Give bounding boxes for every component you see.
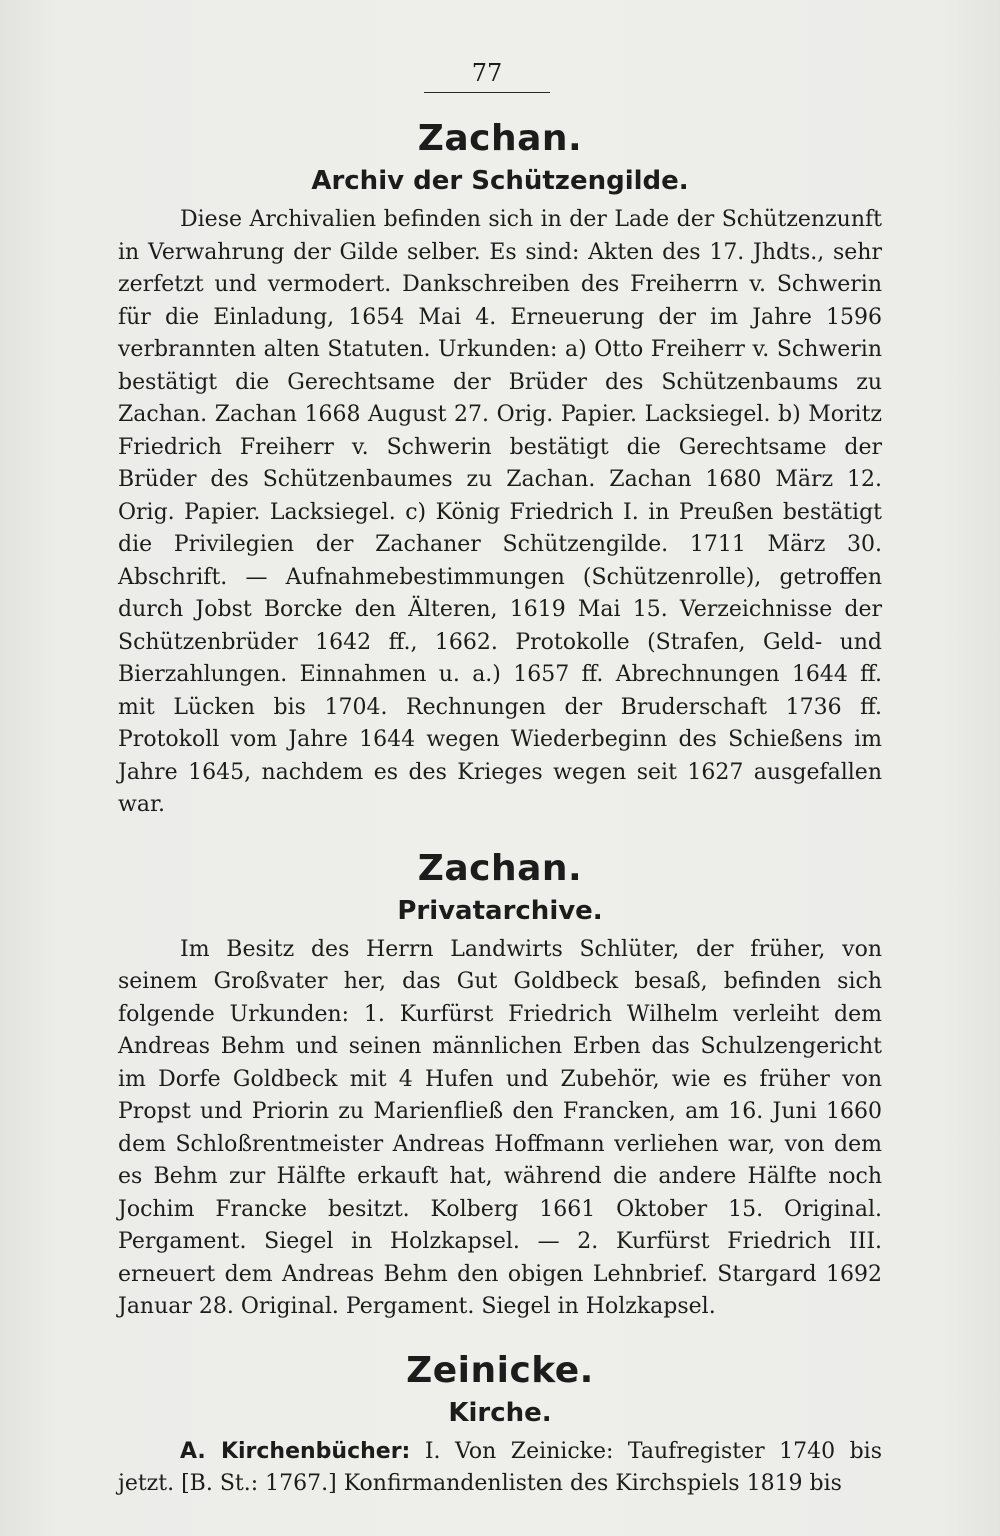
page-content [118, 118, 882, 1501]
section-body-kirchenbuecher [118, 1436, 882, 1501]
section-title-zachan-schuetzengilde: Zachan. [417, 118, 583, 159]
page-number-rule [424, 92, 550, 93]
kirchenbuecher-text: I. Von Zeinicke: Taufregister 1740 bis jetzt. [B. St.: 1767.] Konfirmandenlisten des Kirchspiels 1819 bis [118, 1438, 883, 1496]
section-subtitle-privatarchive: Privatarchive. [397, 895, 603, 926]
section-body-schuetzengilde: Diese Archivalien befinden sich in der Lade der Schützenzunft in Verwahrung der Gilde selber. Es sind: Akten des 17. Jhdts., sehr zerfetzt und vermodert. Dankschreiben des Freiherrn v. Schwerin für die Einladung, 1654 Mai 4. Erneuerung der im Jahre 1596 verbrannten alten Statuten. Urkunden: a) Otto Freiherr v. Schwerin bestätigt die Gerechtsame der Brüder des Schützenbaums zu Zachan. Zachan 1668 August 27. Orig. Papier. Lacksiegel. b) Moritz Friedrich Freiherr v. Schwerin bestätigt die Gerechtsame der Brüder des Schützenbaumes zu Zachan. Zachan 1680 März 12. Orig. Papier. Lacksiegel. c) König Friedrich I. in Preußen bestätigt die Privilegien der Zachaner Schützengilde. 1711 März 30. Abschrift. — Aufnahmebestimmungen (Schützenrolle), getroffen durch Jobst Borcke den Älteren, 1619 Mai 15. Verzeichnisse der Schützenbrüder 1642 ff., 1662. Protokolle (Strafen, Geld- und Bierzahlungen. Einnahmen u. a.) 1657 ff. Abrechnungen 1644 ff. mit Lücken bis 1704. Rechnungen der Bruderschaft 1736 ff. Protokoll vom Jahre 1644 wegen Wiederbeginn des Schießens im Jahre 1645, nachdem es des Krieges wegen seit 1627 ausgefallen war. [118, 207, 882, 817]
page-number: 77 [471, 59, 503, 87]
section-subtitle-archiv-schuetzengilde: Archiv der Schützengilde. [311, 166, 689, 196]
section-body-privatarchive: Im Besitz des Herrn Landwirts Schlüter, der früher, von seinem Großvater her, das Gut Goldbeck besaß, befinden sich folgende Urkunden: 1. Kurfürst Friedrich Wilhelm verleiht dem Andreas Behm und seinen männlichen Erben das Schulzengericht im Dorfe Goldbeck mit 4 Hufen und Zubehör, wie es früher von Propst und Priorin zu Marienfließ den Francken, am 16. Juni 1660 dem Schloßrentmeister Andreas Hoffmann verliehen war, von dem es Behm zur Hälfte erkauft hat, während die andere Hälfte noch Jochim Francke besitzt. Kolberg 1661 Oktober 15. Original. Pergament. Siegel in Holzkapsel. — 2. Kurfürst Friedrich III. erneuert dem Andreas Behm den obigen Lehnbrief. Stargard 1692 Januar 28. Original. Pergament. Siegel in Holzkapsel. [118, 936, 882, 1319]
inline-heading-kirchenbuecher: A. Kirchenbücher: [180, 1438, 411, 1464]
section-title-zachan-privatarchive: Zachan. [417, 847, 583, 889]
section-title-zeinicke: Zeinicke. [406, 1349, 594, 1391]
section-subtitle-kirche: Kirche. [448, 1397, 552, 1428]
